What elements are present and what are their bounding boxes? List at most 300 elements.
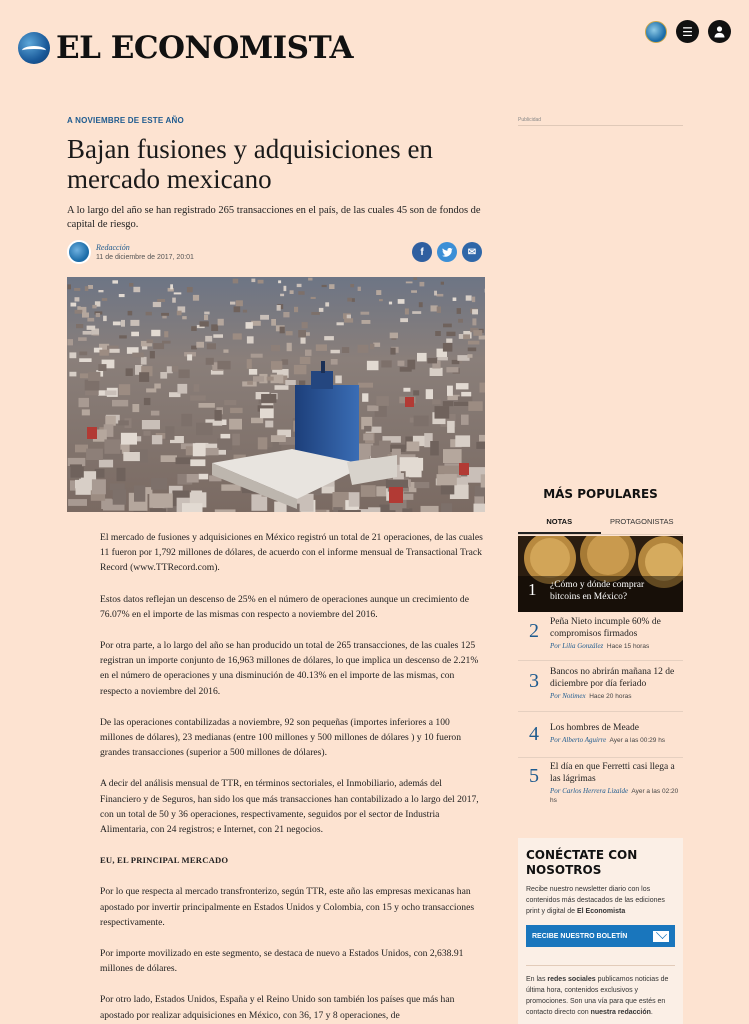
city-block xyxy=(447,386,453,396)
body-paragraph: De las operaciones contabilizadas a noviembre, 92 son pequeñas (importes inferiores a 100 millones de dólares), 23 medianas (entre 100 millones y 500 millones de dólares ) y 10 fueron grandes transacciones (superior a 500 millones de dólares). xyxy=(100,716,462,759)
globe-edition-icon[interactable] xyxy=(645,21,667,43)
city-block xyxy=(193,443,206,456)
city-block xyxy=(204,315,208,320)
popular-time: Ayer a las 02:20 hs xyxy=(550,788,679,804)
city-block xyxy=(117,468,126,481)
tab-protagonistas[interactable]: PROTAGONISTAS xyxy=(610,517,674,526)
city-block xyxy=(435,331,441,336)
popular-item[interactable] xyxy=(518,616,683,651)
twitter-bird-icon xyxy=(442,248,453,257)
city-block xyxy=(68,499,87,506)
popular-rank: 3 xyxy=(529,670,539,692)
city-block xyxy=(438,466,459,474)
hero-image xyxy=(67,277,485,512)
logo-globe-icon xyxy=(18,32,50,64)
city-block xyxy=(96,313,100,317)
city-block xyxy=(402,508,412,512)
city-block xyxy=(282,359,289,365)
city-block xyxy=(215,410,222,421)
city-block xyxy=(78,337,87,341)
city-block xyxy=(69,372,76,377)
city-block xyxy=(302,322,308,328)
popular-author: Por Alberto Aguirre xyxy=(550,736,607,744)
city-block xyxy=(271,361,282,370)
city-block xyxy=(87,326,96,330)
city-block xyxy=(386,480,408,488)
popular-tabs xyxy=(518,512,683,535)
city-block xyxy=(99,350,109,356)
city-block xyxy=(413,390,419,395)
city-block xyxy=(247,381,253,385)
city-block xyxy=(174,292,182,294)
city-block xyxy=(211,324,218,331)
city-block xyxy=(447,421,455,433)
city-block xyxy=(85,286,89,291)
city-block xyxy=(98,290,103,292)
city-block xyxy=(200,321,209,326)
city-block xyxy=(79,398,90,407)
city-block xyxy=(376,396,389,406)
city-block xyxy=(87,318,94,322)
city-block xyxy=(177,384,187,394)
city-block xyxy=(271,345,280,351)
city-block xyxy=(265,421,273,428)
city-block xyxy=(331,350,340,354)
city-block xyxy=(67,339,73,345)
city-block xyxy=(177,311,182,316)
popular-time: Hace 20 horas xyxy=(589,693,632,700)
city-block xyxy=(104,439,120,453)
city-block xyxy=(287,343,292,351)
city-block xyxy=(236,300,243,306)
city-block xyxy=(69,352,76,358)
city-block xyxy=(181,414,192,426)
city-block xyxy=(147,340,154,344)
city-block xyxy=(191,491,202,503)
city-block xyxy=(479,336,485,340)
city-block xyxy=(119,294,125,297)
city-block xyxy=(420,282,425,287)
newsletter-button[interactable] xyxy=(526,925,675,947)
city-block xyxy=(473,330,482,336)
connect-divider xyxy=(526,965,675,966)
city-block xyxy=(98,364,106,371)
city-block xyxy=(230,302,235,305)
city-block xyxy=(342,347,349,353)
city-block xyxy=(76,324,83,328)
city-block xyxy=(316,344,327,351)
popular-headline: Bancos no abrirán mañana 12 de diciembre por día feriado xyxy=(550,667,675,689)
popular-author: Por Carlos Herrera Lizalde xyxy=(550,787,629,795)
city-block xyxy=(390,348,395,355)
author-name[interactable]: Redacción xyxy=(96,243,130,252)
city-block xyxy=(234,306,241,312)
city-block xyxy=(411,290,417,293)
popular-headline: ¿Cómo y dónde comprar bitcoins en México? xyxy=(550,580,645,602)
city-block xyxy=(190,395,206,400)
city-block xyxy=(344,318,353,322)
city-block xyxy=(113,322,121,326)
city-block xyxy=(286,331,293,335)
city-block xyxy=(414,416,429,427)
city-aerial-illustration xyxy=(67,277,485,512)
city-block xyxy=(456,383,469,389)
city-block xyxy=(322,285,327,287)
city-block xyxy=(280,327,285,334)
city-block xyxy=(182,503,203,512)
body-paragraph: El mercado de fusiones y adquisiciones en México registró un total de 21 operaciones, de las cuales 11 fueron por 1,792 millones de dólares, de acuerdo con el informe mensual de Transactional Track Record (www.TTRecord.com). xyxy=(100,532,483,574)
city-block xyxy=(82,313,89,318)
city-block xyxy=(446,367,458,372)
city-block xyxy=(118,420,129,425)
city-block xyxy=(290,290,294,294)
city-block xyxy=(82,409,90,415)
city-block xyxy=(472,297,475,303)
city-block xyxy=(271,435,286,442)
city-block xyxy=(134,486,145,502)
popular-item[interactable] xyxy=(518,761,683,805)
city-block xyxy=(311,297,316,299)
city-block xyxy=(325,302,329,306)
city-block xyxy=(172,298,176,303)
city-block xyxy=(443,343,453,352)
twitter-icon[interactable] xyxy=(437,242,457,262)
city-block xyxy=(403,388,410,392)
body-paragraph: Por otra parte, a lo largo del año se han producido un total de 265 transacciones, de las cuales 125 registran un importe conjunto de 16,963 millones de dólares, lo que implica un descenso de 2.21% en el número de operaciones y una disminución de 40.13% en el importe de las mismas, con respecto a noviembre del 2016. xyxy=(100,640,479,697)
city-block xyxy=(308,278,312,281)
city-block xyxy=(232,434,240,446)
city-block xyxy=(398,299,405,304)
city-block xyxy=(390,333,398,339)
city-block xyxy=(119,335,127,338)
city-block xyxy=(218,319,224,326)
city-block xyxy=(381,360,391,367)
city-block xyxy=(350,284,354,287)
author-avatar xyxy=(67,240,91,264)
city-block xyxy=(472,318,476,325)
city-block xyxy=(187,287,193,292)
city-block xyxy=(217,361,230,370)
city-block xyxy=(79,358,91,362)
city-block xyxy=(123,452,140,461)
city-block xyxy=(128,311,133,316)
city-block xyxy=(151,411,160,416)
city-block xyxy=(271,319,276,326)
city-block xyxy=(474,504,486,512)
city-block xyxy=(260,408,274,418)
email-icon[interactable]: ✉ xyxy=(462,242,482,262)
popular-item[interactable] xyxy=(518,719,683,746)
city-block xyxy=(437,357,448,360)
city-block xyxy=(400,367,412,372)
city-block xyxy=(258,437,268,449)
city-block xyxy=(157,299,165,302)
publish-date: 11 de diciembre de 2017, 20:01 xyxy=(96,254,194,261)
city-block xyxy=(133,287,140,292)
social-link[interactable]: redes sociales xyxy=(547,976,596,983)
city-block xyxy=(297,284,302,287)
city-block xyxy=(468,341,480,345)
city-block xyxy=(217,438,232,450)
city-block xyxy=(305,350,312,356)
city-block xyxy=(170,284,173,289)
city-block xyxy=(224,400,236,405)
city-block xyxy=(139,372,149,382)
city-block xyxy=(103,316,107,321)
city-block xyxy=(160,372,167,379)
city-block xyxy=(154,384,161,389)
city-block xyxy=(426,389,433,399)
city-block xyxy=(161,455,177,462)
city-block xyxy=(143,431,150,436)
city-block xyxy=(92,305,96,309)
city-block xyxy=(298,330,306,338)
city-block xyxy=(246,322,253,329)
city-block xyxy=(187,474,199,483)
city-block xyxy=(191,326,197,331)
city-block xyxy=(126,368,133,376)
city-block xyxy=(405,309,409,315)
popular-featured-item[interactable] xyxy=(518,536,683,612)
article-title: Bajan fusiones y adquisiciones en mercado mexicano xyxy=(67,134,433,194)
city-block xyxy=(419,302,423,307)
city-block xyxy=(105,391,117,396)
city-block xyxy=(67,284,71,289)
city-block xyxy=(172,366,178,372)
city-block xyxy=(371,446,388,459)
city-block xyxy=(164,331,168,337)
city-block xyxy=(251,418,263,424)
city-block xyxy=(412,311,421,314)
city-block xyxy=(187,354,192,360)
city-block xyxy=(193,295,199,301)
city-block xyxy=(283,312,289,317)
city-block xyxy=(347,298,352,302)
city-block xyxy=(441,503,452,512)
city-block xyxy=(349,492,360,507)
city-block xyxy=(215,509,236,512)
city-block xyxy=(88,372,100,381)
city-block xyxy=(432,400,440,405)
city-block xyxy=(213,334,223,338)
city-block xyxy=(223,349,228,352)
facebook-icon[interactable]: f xyxy=(412,242,432,262)
city-block xyxy=(294,307,298,312)
city-block xyxy=(446,332,455,336)
city-block xyxy=(129,283,133,287)
city-block xyxy=(479,435,485,442)
popular-separator xyxy=(518,711,683,712)
body-paragraph: Por importe movilizado en este segmento, se destaca de nuevo a Estados Unidos, con 2,638.91 millones de dólares. xyxy=(100,948,464,975)
popular-author: Por Notimex xyxy=(550,692,586,700)
city-block xyxy=(298,291,304,295)
city-block xyxy=(190,459,205,466)
city-block xyxy=(331,359,338,365)
city-block xyxy=(251,354,263,358)
newsletter-description: Recibe nuestro newsletter diario con los contenidos más destacados de las ediciones print y digital de El Economista xyxy=(526,886,665,915)
city-block xyxy=(199,474,209,480)
city-block xyxy=(75,310,83,314)
city-block xyxy=(130,320,139,326)
city-block xyxy=(247,336,254,343)
city-block xyxy=(80,373,89,378)
city-block xyxy=(329,284,334,289)
city-block xyxy=(105,416,116,426)
city-block xyxy=(131,332,139,337)
city-block xyxy=(204,312,209,315)
city-block xyxy=(150,351,155,358)
city-block xyxy=(141,357,147,365)
city-block xyxy=(480,383,486,393)
city-block xyxy=(417,353,427,362)
city-block xyxy=(361,485,376,497)
city-block xyxy=(251,279,255,283)
city-block xyxy=(83,331,93,335)
city-block xyxy=(142,420,160,429)
city-block xyxy=(324,336,334,340)
city-block xyxy=(376,290,381,295)
city-block xyxy=(466,295,472,300)
city-block xyxy=(247,359,252,369)
popular-separator xyxy=(518,757,683,758)
city-block xyxy=(230,408,243,413)
city-block xyxy=(191,346,197,350)
city-block xyxy=(453,298,457,302)
city-block xyxy=(146,388,156,392)
city-block xyxy=(161,313,169,316)
body-paragraph: Estos datos reflejan un descenso de 25% en el número de operaciones aunque un crecimiento de 76.07% en el importe de las mismas con respecto a noviembre del 2016. xyxy=(100,593,469,620)
city-block xyxy=(407,442,420,452)
city-block xyxy=(414,482,429,488)
body-subheading: EU, EL PRINCIPAL MERCADO xyxy=(100,855,229,866)
city-block xyxy=(441,282,444,285)
city-block xyxy=(79,352,87,356)
article-lead: A lo largo del año se han registrado 265 transacciones en el país, de las cuales 45 son de fondos de capital de riesgo. xyxy=(67,205,481,230)
article-kicker[interactable]: A NOVIEMBRE DE ESTE AÑO xyxy=(67,116,184,125)
city-block xyxy=(367,361,379,370)
city-block xyxy=(102,298,107,301)
city-block xyxy=(194,384,200,392)
city-block xyxy=(151,478,167,490)
city-block xyxy=(437,307,441,313)
city-block xyxy=(337,322,344,325)
header-actions xyxy=(645,20,731,43)
city-block xyxy=(88,285,93,289)
city-block xyxy=(363,434,373,441)
city-block xyxy=(206,358,214,365)
city-block xyxy=(92,479,106,494)
city-block xyxy=(362,320,371,324)
city-block xyxy=(476,442,485,449)
city-block xyxy=(261,394,276,403)
city-block xyxy=(368,507,380,512)
popular-rank: 2 xyxy=(529,620,539,642)
city-block xyxy=(85,380,100,391)
city-block xyxy=(435,406,450,419)
city-block xyxy=(379,299,383,301)
city-block xyxy=(207,343,216,349)
site-logo[interactable] xyxy=(18,30,353,66)
city-block xyxy=(121,320,125,327)
city-block xyxy=(301,337,306,344)
city-block xyxy=(458,319,463,323)
city-block xyxy=(249,369,257,375)
city-block xyxy=(467,354,472,358)
city-block xyxy=(443,401,454,406)
city-block xyxy=(437,474,457,485)
menu-icon[interactable]: ☰ xyxy=(676,20,699,43)
user-glyph-icon xyxy=(713,25,726,38)
city-block xyxy=(74,288,80,291)
city-block xyxy=(284,286,287,291)
city-block xyxy=(152,435,162,444)
tab-notas[interactable]: NOTAS xyxy=(518,512,601,534)
city-block xyxy=(71,303,77,307)
city-block xyxy=(196,342,204,348)
city-block xyxy=(364,426,371,432)
city-block xyxy=(434,291,437,296)
ad-label: Publicidad xyxy=(518,117,683,126)
city-block xyxy=(196,423,213,436)
city-block xyxy=(421,506,439,512)
city-block xyxy=(362,393,368,402)
city-block xyxy=(457,308,461,314)
logo-text: EL ECONOMISTA xyxy=(56,30,353,66)
city-block xyxy=(71,467,84,478)
city-block xyxy=(285,380,296,385)
city-block xyxy=(205,336,212,342)
city-block xyxy=(461,415,469,425)
city-block xyxy=(443,449,462,463)
city-block xyxy=(75,297,80,301)
city-block xyxy=(389,302,392,305)
city-block xyxy=(95,469,105,478)
city-block xyxy=(370,344,374,350)
city-block xyxy=(443,324,452,328)
share-buttons xyxy=(412,242,482,262)
city-block xyxy=(463,334,470,339)
city-block xyxy=(199,403,215,408)
city-block xyxy=(149,493,173,507)
popular-author: Por Lilia González xyxy=(550,642,604,650)
city-block xyxy=(179,370,190,379)
city-block xyxy=(182,316,187,319)
newsletter-button-label: RECIBE NUESTRO BOLETÍN xyxy=(532,932,628,940)
envelope-icon xyxy=(653,931,669,942)
city-block xyxy=(358,345,369,353)
city-block xyxy=(206,448,219,455)
city-block xyxy=(338,510,361,512)
popular-item[interactable] xyxy=(518,666,683,701)
city-block xyxy=(454,402,470,406)
city-block xyxy=(468,348,477,352)
city-block xyxy=(260,315,269,320)
city-block xyxy=(352,298,355,302)
user-icon[interactable] xyxy=(708,20,731,43)
city-block xyxy=(132,404,139,412)
popular-headline: Los hombres de Meade xyxy=(550,723,639,733)
city-block xyxy=(233,279,239,284)
popular-title: MÁS POPULARES xyxy=(543,487,658,501)
city-block xyxy=(150,509,166,513)
city-block xyxy=(86,449,103,460)
city-block xyxy=(153,302,161,307)
popular-headline: Peña Nieto incumple 60% de compromisos firmados xyxy=(550,617,661,639)
city-block xyxy=(413,277,417,280)
city-block xyxy=(144,398,151,405)
city-block xyxy=(132,353,143,358)
city-block xyxy=(233,333,242,339)
